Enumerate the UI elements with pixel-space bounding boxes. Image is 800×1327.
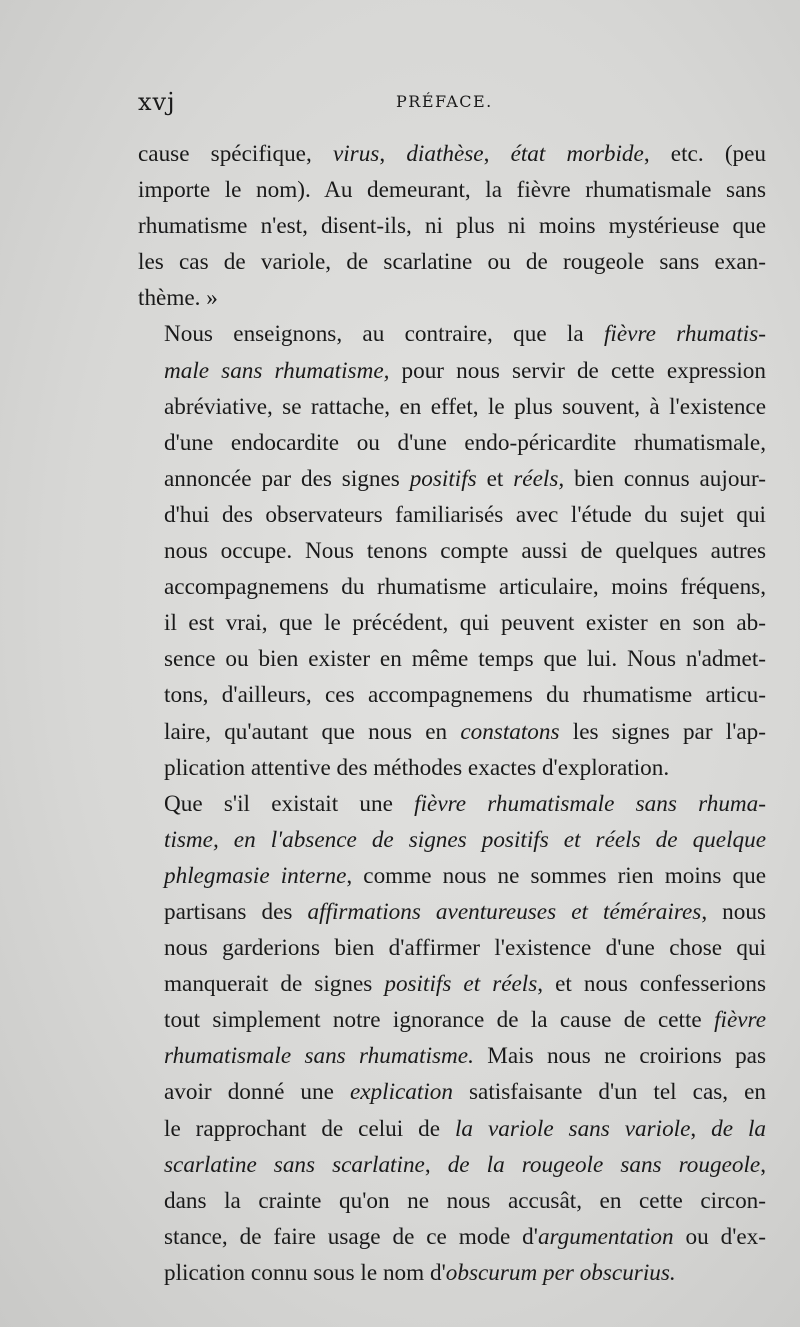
italic-text: rhumatismale sans rhumatisme. (164, 1043, 474, 1070)
text-run: , (760, 1151, 766, 1178)
text-line (138, 605, 766, 641)
italic-text: fièvre rhumatis- (603, 321, 766, 348)
text-line (138, 389, 766, 425)
text-run: accompagnemens du rhumatisme articulaire, moins fréquens, (164, 574, 766, 601)
italic-text: positifs (409, 465, 477, 492)
text-run: thème. » (138, 285, 218, 312)
page-header (138, 88, 764, 118)
text-run: pour nous servir de cette expression (389, 357, 766, 384)
italic-text: argumentation (537, 1223, 674, 1250)
text-run: abréviative, se rattache, en effet, le plus souvent, à l'existence (164, 393, 766, 420)
text-line (138, 353, 766, 389)
text-run: cause spécifique, (138, 141, 333, 167)
text-line (138, 244, 766, 280)
text-line (138, 461, 766, 497)
running-title: PRÉFACE. (396, 92, 493, 111)
text-line (138, 822, 766, 858)
text-line (138, 1038, 766, 1074)
text-run: satisfaisante d'un tel cas, en (452, 1079, 766, 1106)
text-line (138, 425, 766, 461)
italic-text: virus (332, 141, 380, 167)
text-run: les cas de variole, de scarlatine ou de rougeole sans exan- (138, 249, 766, 276)
text-run: , etc. (peu (643, 141, 767, 167)
text-run: , nous (701, 898, 766, 925)
text-run: plication attentive des méthodes exactes d'exploration. (164, 754, 670, 781)
text-line (138, 280, 766, 316)
text-line (138, 1002, 766, 1038)
text-line (138, 750, 766, 786)
text-run: Que s'il existait une (164, 790, 415, 817)
text-line (138, 316, 766, 352)
text-run: plication connu sous le nom d' (164, 1259, 446, 1286)
text-line (138, 533, 766, 569)
text-run: , (379, 141, 407, 167)
text-run: dans la crainte qu'on ne nous accusât, en cette circon- (164, 1187, 766, 1214)
text-line (138, 641, 766, 677)
text-line (138, 1147, 766, 1183)
text-run: Nous enseignons, au contraire, que la (164, 321, 604, 348)
italic-text: affirmations aventureuses et téméraires (307, 898, 702, 925)
text-line (138, 136, 766, 172)
text-run: nous garderions bien d'affirmer l'existence d'une chose qui (164, 935, 766, 962)
italic-text: tisme, en l'absence de signes positifs et réels de quelque (164, 826, 766, 853)
text-run: tout simplement notre ignorance de la cause de cette (164, 1007, 715, 1034)
italic-text: fièvre rhumatismale sans rhuma- (414, 790, 766, 817)
text-line (138, 786, 766, 822)
text-line (138, 208, 766, 244)
body-text (138, 136, 766, 1291)
italic-text: de la (711, 1115, 766, 1142)
italic-text: réels, (513, 465, 565, 492)
italic-text: male sans rhumatisme, (164, 357, 390, 384)
paragraph (138, 786, 766, 1291)
text-line (138, 966, 766, 1002)
text-run: rhumatisme n'est, disent-ils, ni plus ni moins mystérieuse que (138, 213, 766, 240)
italic-text: fièvre (714, 1007, 766, 1034)
text-run: , (483, 141, 511, 167)
italic-text: la variole sans variole (454, 1115, 691, 1142)
text-run: ou d'ex- (673, 1223, 766, 1250)
text-run: importe le nom). Au demeurant, la fièvre rhumatismale sans (138, 177, 766, 204)
text-line (138, 677, 766, 713)
text-run: Mais nous ne croirions pas (473, 1043, 766, 1070)
text-run: , (424, 1151, 448, 1178)
italic-text: phlegmasie interne (164, 862, 347, 889)
text-line (138, 497, 766, 533)
text-run: bien connus aujour- (564, 465, 767, 492)
italic-text: état morbide (510, 141, 644, 167)
text-run: d'une endocardite ou d'une endo-péricardite rhumatismale, (164, 429, 766, 456)
italic-text: scarlatine sans scarlatine (164, 1151, 425, 1178)
italic-text: positifs et réels (384, 971, 538, 998)
text-run: stance, de faire usage de ce mode d' (164, 1223, 538, 1250)
text-line (138, 1183, 766, 1219)
text-line (138, 894, 766, 930)
text-run: annoncée par des signes (164, 465, 410, 492)
paragraph (138, 316, 766, 785)
italic-text: constatons (460, 718, 560, 745)
italic-text: diathèse (406, 141, 484, 167)
text-run: et (476, 465, 514, 492)
text-run: sence ou bien exister en même temps que lui. Nous n'admet- (164, 646, 766, 673)
text-line (138, 1111, 766, 1147)
text-run: avoir donné une (164, 1079, 350, 1106)
text-line (138, 930, 766, 966)
text-run: , (690, 1115, 712, 1142)
text-run: les signes par l'ap- (559, 718, 767, 745)
text-run: il est vrai, que le précédent, qui peuvent exister en son ab- (164, 610, 766, 637)
text-run: laire, qu'autant que nous en (164, 718, 461, 745)
text-run: , comme nous ne sommes rien moins que (346, 862, 766, 889)
italic-text: obscurum per obscurius. (445, 1259, 676, 1286)
text-line (138, 1219, 766, 1255)
italic-text: explication (349, 1079, 453, 1106)
text-line (138, 858, 766, 894)
page-number: xvj (138, 88, 176, 116)
text-run: nous occupe. Nous tenons compte aussi de quelques autres (164, 538, 766, 565)
text-run: tons, d'ailleurs, ces accompagnemens du rhumatisme articu- (164, 682, 766, 709)
text-run: partisans des (164, 898, 308, 925)
italic-text: de la rougeole sans rougeole (447, 1151, 761, 1178)
text-run: manquerait de signes (164, 971, 385, 998)
text-run: le rapprochant de celui de (164, 1115, 455, 1142)
text-line (138, 569, 766, 605)
text-line (138, 1074, 766, 1110)
text-line (138, 714, 766, 750)
text-run: , et nous confesserions (537, 971, 767, 998)
text-line (138, 172, 766, 208)
text-run: d'hui des observateurs familiarisés avec l'étude du sujet qui (164, 501, 766, 528)
paragraph (138, 136, 766, 316)
text-line (138, 1255, 766, 1291)
